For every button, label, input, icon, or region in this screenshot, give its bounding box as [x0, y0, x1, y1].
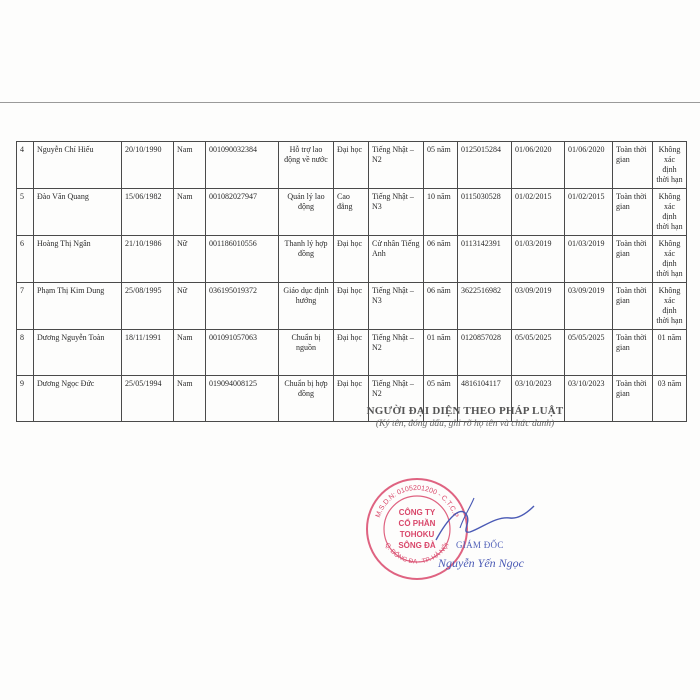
page-edge-rule: [0, 102, 700, 103]
insurance-number-cell: 0120857028: [458, 330, 512, 376]
insurance-number-cell: 0115030528: [458, 189, 512, 236]
job-duty-cell: Chuẩn bị hợp đồng: [279, 376, 334, 422]
table-row: [17, 189, 687, 236]
gender-cell: Nam: [174, 189, 206, 236]
education-cell: Cao đẳng: [334, 189, 369, 236]
contract-date-cell: 03/09/2019: [565, 283, 613, 330]
job-duty-cell: Quản lý lao động: [279, 189, 334, 236]
employee-name-cell: Dương Ngọc Đức: [34, 376, 122, 422]
work-time-cell: Toàn thời gian: [613, 283, 653, 330]
contract-term-cell: Không xác định thời hạn: [653, 142, 687, 189]
legal-representative-title: NGƯỜI ĐẠI DIỆN THEO PHÁP LUẬT: [366, 405, 564, 417]
id-number-cell: 001082027947: [206, 189, 279, 236]
contract-date-cell: 01/03/2019: [565, 236, 613, 283]
education-cell: Đại học: [334, 376, 369, 422]
education-cell: Đại học: [334, 236, 369, 283]
work-time-cell: Toàn thời gian: [613, 330, 653, 376]
qualification-cell: Cử nhân Tiếng Anh: [369, 236, 424, 283]
seal-line-3: TOHOKU: [399, 530, 435, 539]
work-time-cell: Toàn thời gian: [613, 142, 653, 189]
date-of-birth-cell: 25/08/1995: [122, 283, 174, 330]
employee-name-cell: Đào Văn Quang: [34, 189, 122, 236]
insurance-number-cell: 0113142391: [458, 236, 512, 283]
experience-cell: 10 năm: [424, 189, 458, 236]
table-row: [17, 236, 687, 283]
insurance-number-cell: 3622516982: [458, 283, 512, 330]
handwritten-signature: [430, 488, 540, 548]
signature-block: [330, 405, 600, 429]
job-duty-cell: Hỗ trợ lao động về nước: [279, 142, 334, 189]
table-row: [17, 283, 687, 330]
education-cell: Đại học: [334, 330, 369, 376]
seal-outer-text: M.S.D.N: 0105201200 - C.T.C.P: [374, 484, 460, 519]
gender-cell: Nam: [174, 142, 206, 189]
date-of-birth-cell: 20/10/1990: [122, 142, 174, 189]
qualification-cell: Tiếng Nhật – N2: [369, 330, 424, 376]
education-cell: Đại học: [334, 142, 369, 189]
qualification-cell: Tiếng Nhật – N2: [369, 142, 424, 189]
qualification-cell: Tiếng Nhật – N2: [369, 376, 424, 422]
employee-name-cell: Phạm Thị Kim Dung: [34, 283, 122, 330]
experience-cell: 06 năm: [424, 236, 458, 283]
table-row: [17, 142, 687, 189]
employee-table: [16, 141, 687, 422]
contract-term-cell: 01 năm: [653, 330, 687, 376]
director-title: GIÁM ĐỐC: [456, 540, 504, 550]
start-date-cell: 05/05/2025: [512, 330, 565, 376]
contract-term-cell: Không xác định thời hạn: [653, 189, 687, 236]
contract-date-cell: 05/05/2025: [565, 330, 613, 376]
qualification-cell: Tiếng Nhật – N3: [369, 283, 424, 330]
employee-name-cell: Dương Nguyễn Toàn: [34, 330, 122, 376]
signature-instruction: (Ký tên, đóng dấu, ghi rõ họ tên và chức danh): [375, 419, 555, 429]
id-number-cell: 001186010556: [206, 236, 279, 283]
employee-name-cell: Hoàng Thị Ngân: [34, 236, 122, 283]
experience-cell: 01 năm: [424, 330, 458, 376]
contract-term-cell: 03 năm: [653, 376, 687, 422]
job-duty-cell: Giáo dục định hướng: [279, 283, 334, 330]
job-duty-cell: Chuẩn bị nguồn: [279, 330, 334, 376]
education-cell: Đại học: [334, 283, 369, 330]
work-time-cell: Toàn thời gian: [613, 236, 653, 283]
experience-cell: 05 năm: [424, 376, 458, 422]
start-date-cell: 03/09/2019: [512, 283, 565, 330]
contract-date-cell: 01/06/2020: [565, 142, 613, 189]
seal-bottom-text: Q. ĐỐNG ĐA - TP. HÀ NỘI: [383, 541, 451, 566]
contract-term-cell: Không xác định thời hạn: [653, 283, 687, 330]
contract-date-cell: 03/10/2023: [565, 376, 613, 422]
row-number-cell: 4: [17, 142, 34, 189]
insurance-number-cell: 4816104117: [458, 376, 512, 422]
work-time-cell: Toàn thời gian: [613, 189, 653, 236]
gender-cell: Nam: [174, 376, 206, 422]
start-date-cell: 01/03/2019: [512, 236, 565, 283]
row-number-cell: 8: [17, 330, 34, 376]
date-of-birth-cell: 15/06/1982: [122, 189, 174, 236]
gender-cell: Nữ: [174, 283, 206, 330]
row-number-cell: 7: [17, 283, 34, 330]
date-of-birth-cell: 21/10/1986: [122, 236, 174, 283]
row-number-cell: 6: [17, 236, 34, 283]
contract-date-cell: 01/02/2015: [565, 189, 613, 236]
director-name: Nguyễn Yến Ngọc: [438, 556, 524, 570]
seal-line-2: CỔ PHẦN: [398, 519, 436, 528]
seal-line-4: SÔNG ĐÀ: [398, 541, 436, 550]
gender-cell: Nữ: [174, 236, 206, 283]
row-number-cell: 5: [17, 189, 34, 236]
insurance-number-cell: 0125015284: [458, 142, 512, 189]
gender-cell: Nam: [174, 330, 206, 376]
row-number-cell: 9: [17, 376, 34, 422]
start-date-cell: 03/10/2023: [512, 376, 565, 422]
id-number-cell: 001091057063: [206, 330, 279, 376]
experience-cell: 06 năm: [424, 283, 458, 330]
id-number-cell: 019094008125: [206, 376, 279, 422]
id-number-cell: 001090032384: [206, 142, 279, 189]
qualification-cell: Tiếng Nhật – N3: [369, 189, 424, 236]
job-duty-cell: Thanh lý hợp đồng: [279, 236, 334, 283]
work-time-cell: Toàn thời gian: [613, 376, 653, 422]
start-date-cell: 01/06/2020: [512, 142, 565, 189]
contract-term-cell: Không xác định thời hạn: [653, 236, 687, 283]
date-of-birth-cell: 18/11/1991: [122, 330, 174, 376]
seal-line-1: CÔNG TY: [398, 508, 436, 517]
experience-cell: 05 năm: [424, 142, 458, 189]
date-of-birth-cell: 25/05/1994: [122, 376, 174, 422]
employee-name-cell: Nguyễn Chí Hiếu: [34, 142, 122, 189]
table-row: [17, 330, 687, 376]
start-date-cell: 01/02/2015: [512, 189, 565, 236]
id-number-cell: 036195019372: [206, 283, 279, 330]
